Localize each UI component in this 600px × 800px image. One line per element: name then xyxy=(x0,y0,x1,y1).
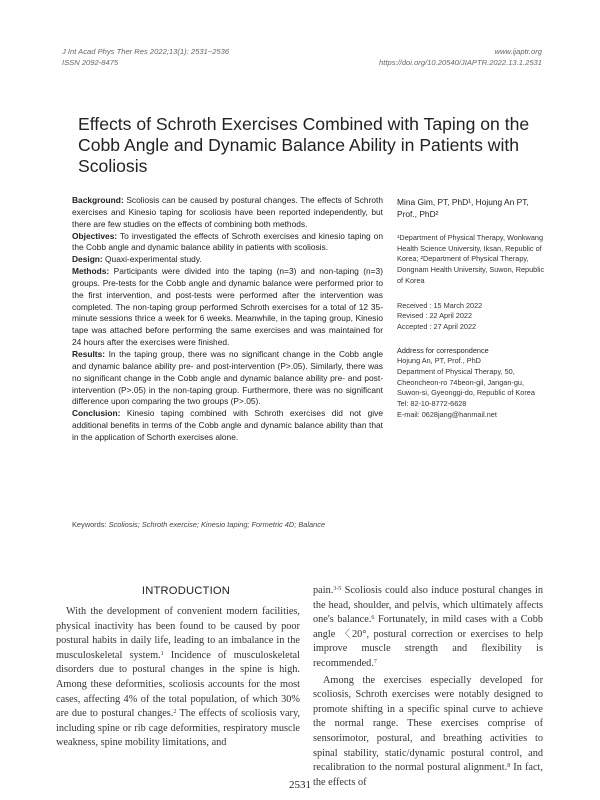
right-text-3: Fortunately, in mild cases with a Cobb angle 〈20°, postural correction or exercises to help improve muscle strength and flexibility is recommended. xyxy=(313,614,544,669)
abstract-results xyxy=(72,349,383,408)
ref-7: 7 xyxy=(373,658,377,665)
objectives-text: To investigated the effects of Schroth exercises and kinesio taping on the Cobb angle and dynamic balance ability in patients with scoliosis. xyxy=(72,230,383,253)
abstract-conclusion xyxy=(72,408,383,444)
intro-left-column xyxy=(56,605,300,751)
results-text: In the taping group, there was no significant change in the Cobb angle and dynamic balance ability pre- and post-intervention (P>.05). Similarly, there was no significant change in the Cobb angle and dynamic balance ability pre- and post-intervention (P>.05) in the non-taping group. Furthermore, there was no significant difference upon comparing the two groups (P>.05). xyxy=(72,348,383,407)
journal-citation: J Int Acad Phys Ther Res 2022;13(1): 2531~2536 xyxy=(62,47,230,56)
correspondence-email[interactable]: E-mail: 0628jang@hanmail.net xyxy=(397,409,497,419)
methods-text: Participants were divided into the taping (n=3) and non-taping (n=3) groups. Pre-tests for the Cobb angle and dynamic balance were performed prior to the first intervention, and post-tests were performed after the intervention was completed. The non-taping group performed Schroth exercises for a total of 12 35-minute sessions thrice a week for 6 weeks. Meanwhile, in the taping group, Kinesio tape was attached before performing the same exercises and was maintained for 24 hours after the exercises were finished. xyxy=(72,266,384,348)
intro-right-column xyxy=(313,584,543,790)
journal-website[interactable]: www.ijaptr.org xyxy=(494,47,542,56)
right-text-5: In fact, the effects of xyxy=(313,762,543,788)
ref-6: 6 xyxy=(371,615,375,622)
correspondence-address: Department of Physical Therapy, 50, Cheoncheon-ro 74beon-gil, Jangan-gu, Suwon-si, Gyeonggi-do, Republic of Korea xyxy=(397,367,535,398)
keywords xyxy=(72,520,325,529)
article-title: Effects of Schroth Exercises Combined with Taping on the Cobb Angle and Dynamic Balance Ability in Patients with Scoliosis xyxy=(78,114,530,176)
background-label: Background: xyxy=(72,195,124,205)
intro-paragraph-1 xyxy=(56,605,300,751)
intro-paragraph-3 xyxy=(313,674,543,791)
received-date: Received : 15 March 2022 xyxy=(397,300,483,310)
right-text-4: Among the exercises especially developed for scoliosis, Schroth exercises were notably designed to promote shifting in a specific spinal curve to achieve the normal range. These exercises comprise of sensorimotor, postural, and breathing activities to spinal stability, static/dynamic postural control, and recalibration to the normal postural alignment. xyxy=(313,674,543,774)
abstract-objectives xyxy=(72,231,383,255)
accepted-date: Accepted : 27 April 2022 xyxy=(397,321,477,331)
authors: Mina Gim, PT, PhD¹, Hojung An PT, Prof., PhD² xyxy=(397,197,529,219)
intro-paragraph-2 xyxy=(313,584,543,672)
conclusion-text: Kinesio taping combined with Schroth exercises did not give additional benefits in terms of the Cobb angle and dynamic balance ability than that in the application of Schorth exercises alone. xyxy=(72,408,384,442)
intro-text-3: The effects of scoliosis vary, including spine or rib cage deformities, respiratory muscle weakness, spine mobility limitations, and xyxy=(56,708,300,749)
conclusion-label: Conclusion: xyxy=(72,408,121,419)
page-number: 2531 xyxy=(289,779,311,791)
results-label: Results: xyxy=(72,348,106,359)
revised-date: Revised : 22 April 2022 xyxy=(397,311,473,321)
design-text: Quaxi-experimental study. xyxy=(105,254,202,265)
abstract xyxy=(72,195,383,444)
keywords-list: Scoliosis; Schroth exercise; Kinesio taping; Formetric 4D; Balance xyxy=(108,520,326,529)
intro-text-1: With the development of convenient modern facilities, physical inactivity has been found to be caused by poor postural habits in daily life, leading to an imbalance in the musculoskeletal system. xyxy=(56,606,300,661)
ref-8: 8 xyxy=(507,763,511,770)
keywords-label: Keywords: xyxy=(72,520,107,529)
design-label: Design: xyxy=(72,254,103,265)
article-info-sidebar xyxy=(397,196,547,421)
correspondence-tel: Tel: 82-10-8772-6628 xyxy=(397,399,467,409)
ref-1: 1 xyxy=(160,650,164,657)
methods-label: Methods: xyxy=(72,266,110,277)
affiliations: ¹Department of Physical Therapy, Wonkwang Health Science University, Iksan, Republic of Korea; ²Department of Physical Therapy, Dongnam Health University, Suwon, Republic of Korea xyxy=(397,233,545,285)
correspondence-label: Address for correspondence xyxy=(397,345,489,355)
objectives-label: Objectives: xyxy=(72,230,118,241)
introduction-heading: INTRODUCTION xyxy=(141,585,231,597)
right-text-2: Scoliosis could also induce postural changes in the head, shoulder, and pelvis, which ultimately affects one's balance. xyxy=(313,585,543,626)
background-text: Scoliosis can be caused by postural changes. The effects of Schroth exercises and Kinesio taping for scoliosis have been reported independently, but there are few studies on the effects of combining both methods. xyxy=(72,195,383,229)
right-text-1: pain. xyxy=(313,585,334,596)
abstract-background xyxy=(72,195,383,231)
ref-3-5: 3-5 xyxy=(333,586,342,592)
abstract-design xyxy=(72,254,383,266)
correspondence-name: Hojung An, PT, Prof., PhD xyxy=(397,356,481,366)
abstract-methods xyxy=(72,266,383,349)
ref-2: 2 xyxy=(173,709,177,716)
issn: ISSN 2092-8475 xyxy=(62,58,119,67)
doi-link[interactable]: https://doi.org/10.20540/JIAPTR.2022.13.1.2531 xyxy=(379,58,542,67)
intro-text-2: Incidence of musculoskeletal disorders due to postural changes in the spine is high. Among these deformities, scoliosis accounts for the most cases, affecting 4% of the total population, of which 30% are due to postural changes. xyxy=(56,649,300,720)
